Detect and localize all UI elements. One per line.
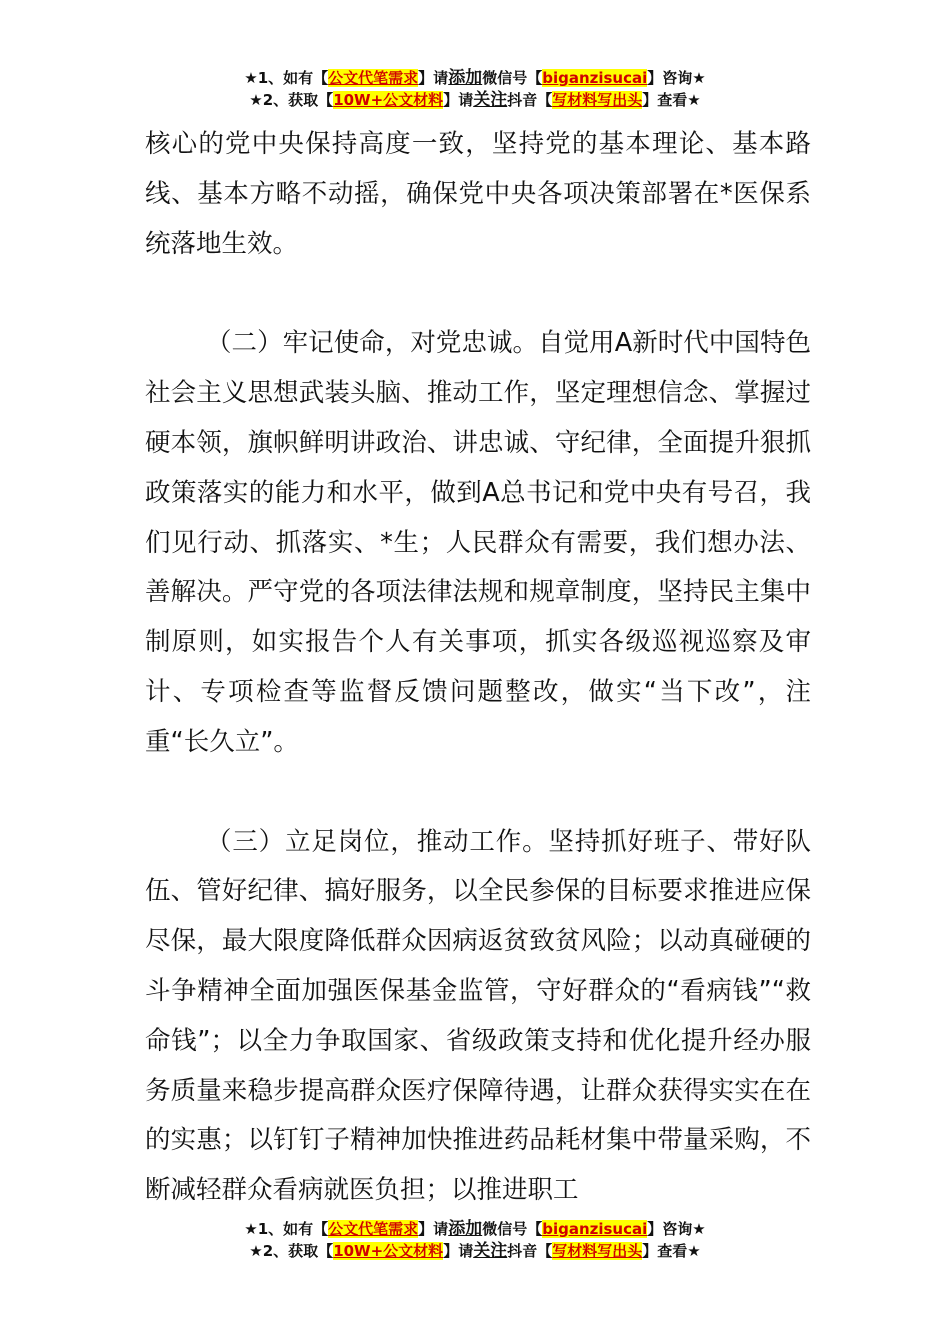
banner-text: 微信号【	[482, 1220, 543, 1238]
banner-text: 微信号【	[482, 69, 543, 87]
highlight-wechat-id: biganzisucai	[542, 1220, 648, 1238]
banner-line-1	[0, 1218, 950, 1240]
banner-text: ★1、如有【	[244, 1220, 329, 1238]
highlight-service: 公文代笔需求	[328, 1220, 419, 1238]
highlight-wechat-id: biganzisucai	[542, 69, 648, 87]
document-body	[145, 120, 811, 1216]
banner-emphasis: 关注	[473, 1241, 508, 1261]
banner-text: 抖音【	[507, 1242, 553, 1260]
highlight-douyin-account: 写材料写出头	[552, 91, 643, 109]
highlight-materials: 10W+公文材料	[333, 91, 444, 109]
paragraph-continuation: 核心的党中央保持高度一致，坚持党的基本理论、基本路线、基本方略不动摇，确保党中央各项决策部署在*医保系统落地生效。	[145, 129, 811, 259]
banner-text: 】请	[443, 1242, 474, 1260]
paragraph-section-2: （二）牢记使命，对党忠诚。自觉用A新时代中国特色社会主义思想武装头脑、推动工作，坚定理想信念、掌握过硬本领，旗帜鲜明讲政治、讲忠诚、守纪律，全面提升狠抓政策落实的能力和水平，做到A总书记和党中央有号召，我们见行动、抓落实、*生；人民群众有需要，我们想办法、善解决。严守党的各项法律法规和规章制度，坚持民主集中制原则，如实报告个人有关事项，抓实各级巡视巡察及审计、专项检查等监督反馈问题整改，做实“当下改”，注重“长久立”。	[145, 328, 811, 757]
paragraph-section-3: （三）立足岗位，推动工作。坚持抓好班子、带好队伍、管好纪律、搞好服务，以全民参保的目标要求推进应保尽保，最大限度降低群众因病返贫致贫风险；以动真碰硬的斗争精神全面加强医保基金监管，守好群众的“看病钱”“救命钱”；以全力争取国家、省级政策支持和优化提升经办服务质量来稳步提高群众医疗保障待遇，让群众获得实实在在的实惠；以钉钉子精神加快推进药品耗材集中带量采购，不断减轻群众看病就医负担；以推进职工	[145, 826, 811, 1206]
banner-emphasis: 关注	[473, 90, 508, 110]
banner-line-1	[0, 67, 950, 89]
banner-text: 】咨询★	[647, 69, 706, 87]
banner-text: 】请	[418, 69, 449, 87]
banner-text: 抖音【	[507, 91, 553, 109]
banner-line-2	[0, 89, 950, 111]
banner-emphasis: 添加	[448, 68, 483, 88]
banner-emphasis: 添加	[448, 1219, 483, 1239]
header-banner	[0, 67, 950, 111]
banner-text: ★2、获取【	[249, 1242, 334, 1260]
footer-banner	[0, 1218, 950, 1262]
banner-text: 】请	[418, 1220, 449, 1238]
banner-text: 】查看★	[642, 91, 701, 109]
banner-text: ★2、获取【	[249, 91, 334, 109]
banner-line-2	[0, 1240, 950, 1262]
banner-text: ★1、如有【	[244, 69, 329, 87]
highlight-douyin-account: 写材料写出头	[552, 1242, 643, 1260]
banner-text: 】查看★	[642, 1242, 701, 1260]
banner-text: 】请	[443, 91, 474, 109]
banner-text: 】咨询★	[647, 1220, 706, 1238]
highlight-materials: 10W+公文材料	[333, 1242, 444, 1260]
highlight-service: 公文代笔需求	[328, 69, 419, 87]
